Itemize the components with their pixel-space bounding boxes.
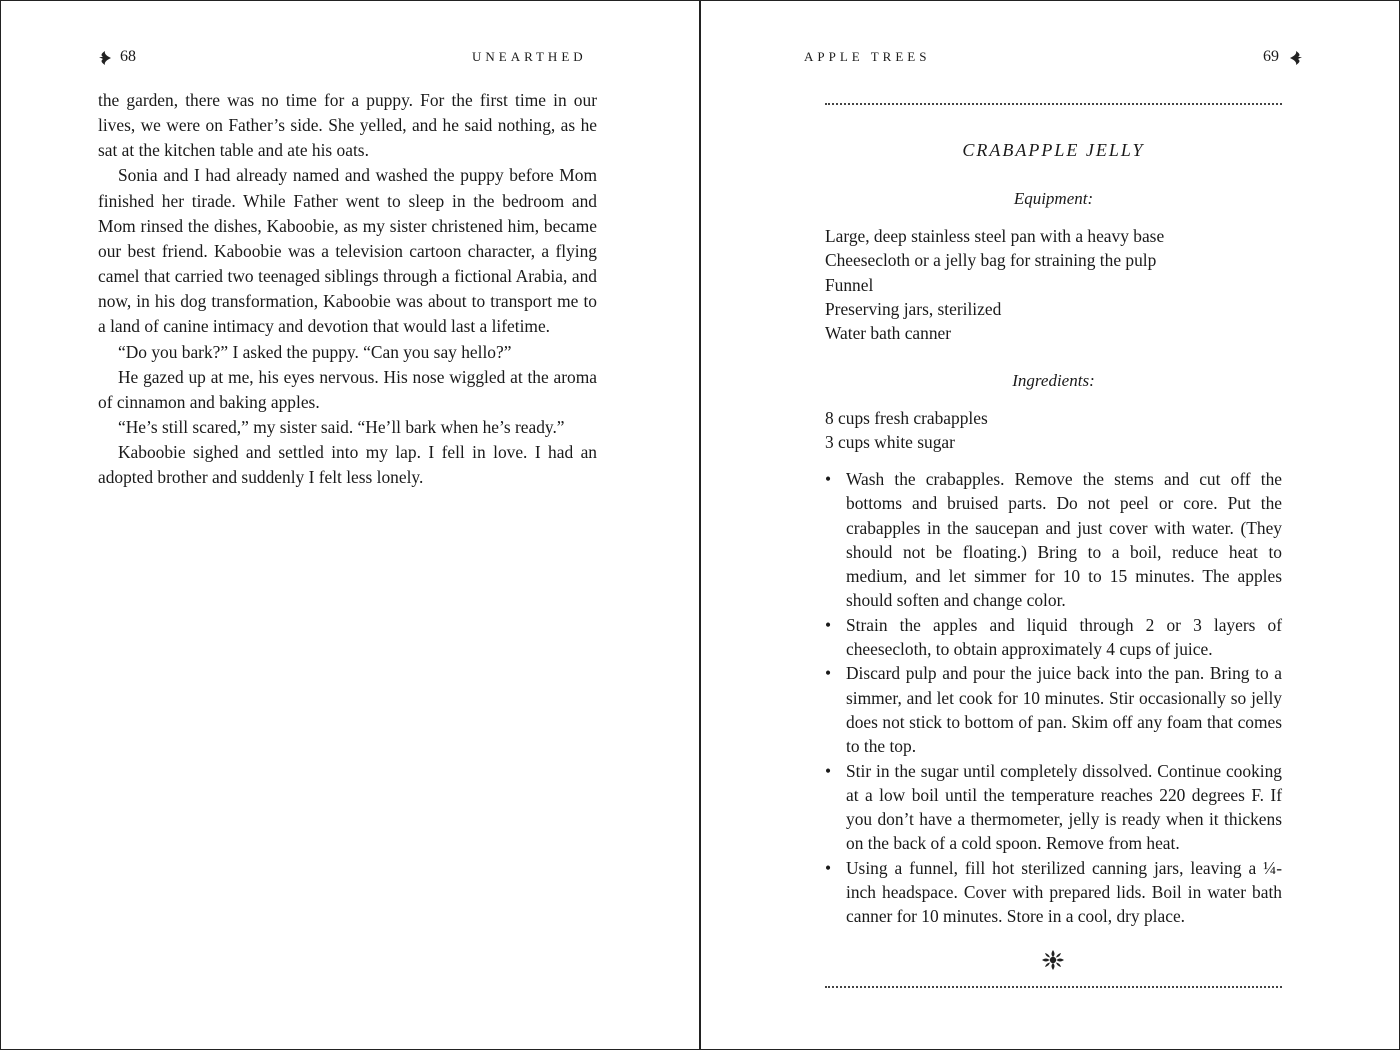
right-page xyxy=(701,0,1400,1050)
equipment-list xyxy=(825,224,1282,345)
body-text xyxy=(98,88,597,491)
running-head: APPLE TREES xyxy=(804,49,931,64)
page-number: 68 xyxy=(120,48,136,65)
list-item xyxy=(825,856,1282,929)
step-text: Discard pulp and pour the juice back into the pan. Bring to a simmer, and let cook for 10 minutes. Stir occasionally so jelly does not stick to bottom of pan. Skim off any foam that comes to the top. xyxy=(846,663,1282,757)
list-item xyxy=(825,613,1282,662)
ingredients-heading: Ingredients: xyxy=(1012,371,1095,390)
bullet: • xyxy=(825,760,832,781)
paragraph: “Do you bark?” I asked the puppy. “Can you say hello?” xyxy=(118,341,512,362)
method-steps xyxy=(825,467,1282,929)
paragraph: the garden, there was no time for a puppy. For the first time in our lives, we were on Father’s side. She yelled, and he said nothing, as he sat at the kitchen table and ate his oats. xyxy=(98,90,597,161)
step-text: Wash the crabapples. Remove the stems and cut off the bottoms and bruised parts. Do not peel or core. Put the crabapples in the saucepan and just cover with water. (They should not be floating.) Bring to a boil, reduce heat to medium, and let simmer for 10 to 15 minutes. The apples should soften and change color. xyxy=(846,469,1282,611)
paragraph: He gazed up at me, his eyes nervous. His nose wiggled at the aroma of cinnamon and baking apples. xyxy=(98,366,597,412)
list-item: Large, deep stainless steel pan with a heavy base xyxy=(825,226,1165,246)
list-item: 8 cups fresh crabapples xyxy=(825,408,988,428)
left-page xyxy=(0,0,699,1050)
step-text: Strain the apples and liquid through 2 or 3 layers of cheesecloth, to obtain approximately 4 cups of juice. xyxy=(846,614,1282,660)
equipment-heading: Equipment: xyxy=(1013,189,1094,208)
bottom-dotted-rule xyxy=(825,986,1282,988)
paragraph: “He’s still scared,” my sister said. “He’ll bark when he’s ready.” xyxy=(118,417,565,438)
list-item: Water bath canner xyxy=(825,323,952,344)
bullet: • xyxy=(825,469,832,489)
paragraph: Kaboobie sighed and settled into my lap. I fell in love. I had an adopted brother and suddenly I felt less lonely. xyxy=(98,442,597,488)
list-item: 3 cups white sugar xyxy=(825,432,955,453)
fleuron-icon xyxy=(98,50,112,66)
bullet: • xyxy=(825,614,832,635)
ingredients-list xyxy=(825,406,1282,455)
list-item xyxy=(825,759,1282,856)
bullet: • xyxy=(825,663,832,684)
ornament-icon xyxy=(1041,949,1065,971)
recipe-title: CRABAPPLE JELLY xyxy=(962,140,1145,160)
top-dotted-rule xyxy=(825,103,1282,105)
list-item: Cheesecloth or a jelly bag for straining the pulp xyxy=(825,250,1157,271)
list-item: Preserving jars, sterilized xyxy=(825,298,1002,319)
step-text: Stir in the sugar until completely dissolved. Continue cooking at a low boil until the temperature reaches 220 degrees F. If you don’t have a thermometer, jelly is ready when it thickens on the back of a cold spoon. Remove from heat. xyxy=(846,760,1282,854)
list-item xyxy=(825,661,1282,758)
fleuron-icon xyxy=(1289,50,1303,66)
list-item xyxy=(825,467,1282,613)
list-item: Funnel xyxy=(825,274,874,295)
page-number: 69 xyxy=(1263,48,1279,65)
step-text: Using a funnel, fill hot sterilized canning jars, leaving a ¼-inch headspace. Cover with prepared lids. Boil in water bath canner for 10 minutes. Store in a cool, dry place. xyxy=(846,857,1282,927)
paragraph: Sonia and I had already named and washed the puppy before Mom finished her tirade. While Father went to sleep in the bedroom and Mom rinsed the dishes, Kaboobie, as my sister christened him, became our best friend. Kaboobie was a television cartoon character, a flying camel that carried two teenaged siblings through a fictional Arabia, and now, in his dog transformation, Kaboobie was about to transport me to a land of canine intimacy and devotion that would last a lifetime. xyxy=(98,165,597,337)
running-head: UNEARTHED xyxy=(472,49,587,64)
bullet: • xyxy=(825,857,832,878)
